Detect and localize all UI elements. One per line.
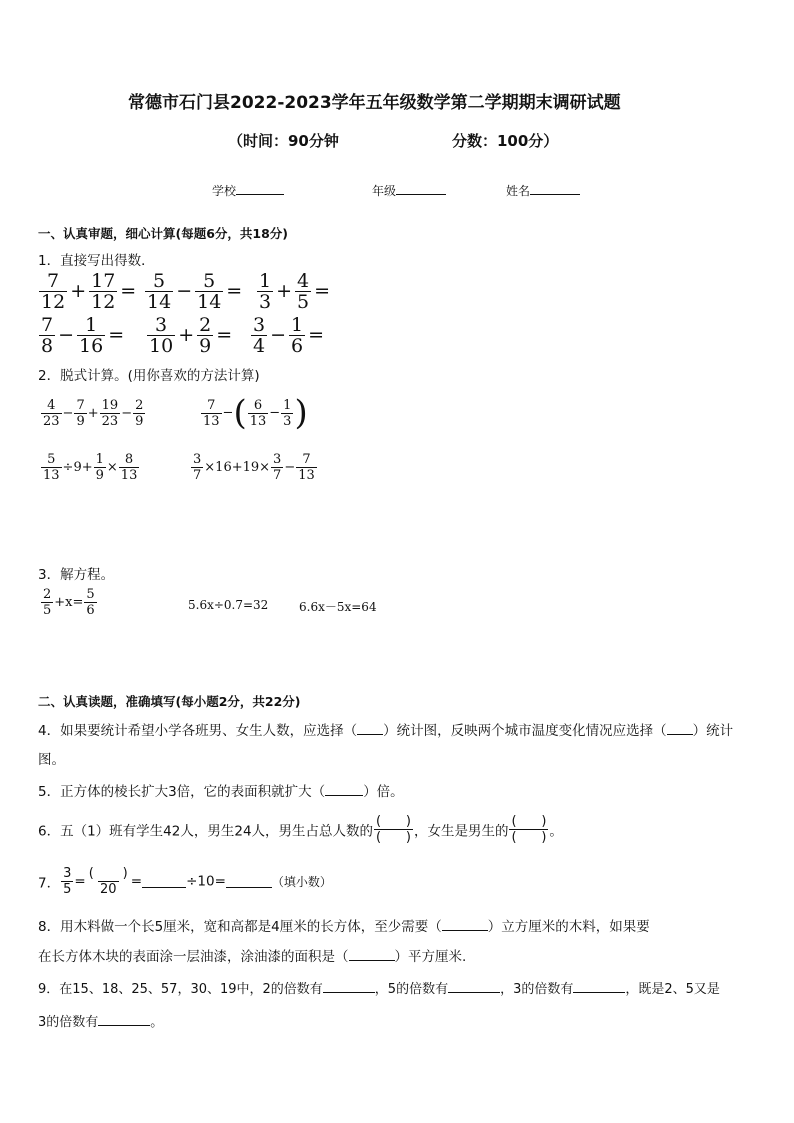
q1-item-6: $\frac{3}{4}$ − $\frac{1}{6}$ =: [253, 314, 325, 357]
q1-item-3: $\frac{1}{3}$ + $\frac{4}{5}$ =: [259, 270, 331, 313]
grade-blank[interactable]: [396, 182, 446, 195]
fraction: $\frac{1}{16}$: [79, 314, 104, 357]
q2-expr-4: $\frac{3}{7}$ ×16+19× $\frac{3}{7}$ − $\frac{7}{13}$: [193, 452, 315, 483]
q1-item-5: $\frac{3}{10}$ + $\frac{2}{9}$ =: [149, 314, 233, 357]
q8-line-1: 8．用木料做一个长5厘米，宽和高都是4厘米的长方体，至少需要（ ）立方厘米的木料，如果要: [38, 919, 650, 935]
answer-fraction-blank[interactable]: $\frac{( )}{( )}$: [376, 814, 411, 845]
q3-equation-3: 6.6x－5x=64: [299, 600, 377, 614]
fraction: $\frac{3}{10}$: [149, 314, 174, 357]
q9-line-2: 3的倍数有 。: [38, 1015, 164, 1030]
q3-label: 3．解方程。: [38, 567, 115, 583]
section2-heading: 二、认真读题，准确填写(每小题2分，共22分): [38, 694, 301, 709]
answer-blank[interactable]: [226, 875, 272, 888]
q6: 6．五（1）班有学生42人，男生24人，男生占总人数的 $\frac{( )}{( )}$ ，女生是男生的 $\frac{( )}{( )}$ 。: [38, 814, 563, 845]
answer-blank[interactable]: [442, 918, 488, 931]
grade-label: 年级: [372, 184, 397, 198]
q5: 5．正方体的棱长扩大3倍，它的表面积就扩大（ ）倍。: [38, 784, 404, 800]
q2-expr-1: $\frac{4}{23}$ − $\frac{7}{9}$ + $\frac{19}{23}$ − $\frac{2}{9}$: [43, 398, 144, 429]
fraction: $\frac{7}{8}$: [41, 314, 54, 357]
page-title: 常德市石门县2022-2023学年五年级数学第二学期期末调研试题: [128, 93, 621, 113]
q7: 7． $\frac{3}{5}$ = $\frac{( )}{20}$ = ÷10= （填小数）: [38, 866, 332, 897]
q8-line-2: 在长方体木块的表面涂一层油漆，涂油漆的面积是（ ）平方厘米.: [38, 949, 467, 965]
school-label: 学校: [212, 184, 237, 198]
answer-blank[interactable]: [448, 980, 500, 993]
exam-score: 分数：100分）: [452, 132, 559, 150]
school-field[interactable]: [212, 182, 284, 199]
section1-heading: 一、认真审题，细心计算(每题6分，共18分): [38, 226, 289, 241]
answer-blank[interactable]: [142, 875, 186, 888]
q2-expr-3: $\frac{5}{13}$ ÷9+ $\frac{1}{9}$ × $\frac{8}{13}$: [43, 452, 138, 483]
answer-fraction-blank[interactable]: $\frac{( )}{20}$: [88, 866, 128, 897]
q4-line-2: 图。: [38, 752, 65, 768]
name-blank[interactable]: [530, 182, 580, 195]
q1-item-2: $\frac{5}{14}$ − $\frac{5}{14}$ =: [147, 270, 243, 313]
answer-blank[interactable]: [323, 980, 375, 993]
fraction: $\frac{3}{4}$: [253, 314, 266, 357]
answer-blank[interactable]: [357, 722, 383, 735]
fraction: $\frac{5}{14}$: [147, 270, 172, 313]
exam-time: （时间：90分钟: [228, 132, 339, 150]
fraction: $\frac{7}{12}$: [41, 270, 66, 313]
q2-label: 2．脱式计算。(用你喜欢的方法计算): [38, 368, 260, 384]
q3-equation-2: 5.6x÷0.7=32: [188, 598, 269, 612]
answer-blank[interactable]: [325, 783, 363, 796]
q2-expr-2: $\frac{7}{13}$ −( $\frac{6}{13}$ − $\frac{1}{3}$ ): [203, 393, 308, 433]
school-blank[interactable]: [236, 182, 284, 195]
q3-equation-1: $\frac{2}{5}$ +x= $\frac{5}{6}$: [43, 587, 95, 618]
fraction: $\frac{1}{3}$: [259, 270, 272, 313]
q4-line-1: 4．如果要统计希望小学各班男、女生人数，应选择（ ）统计图，反映两个城市温度变化情况应选择（ ）统计: [38, 723, 734, 739]
answer-blank[interactable]: [573, 980, 625, 993]
answer-blank[interactable]: [98, 1013, 150, 1026]
name-label: 姓名: [506, 184, 531, 198]
q1-item-1: $\frac{7}{12}$ + $\frac{17}{12}$ =: [41, 270, 137, 313]
q9-line-1: 9．在15、18、25、57，30、19中，2的倍数有 ，5的倍数有 ，3的倍数有 ，既是2、5又是: [38, 982, 720, 997]
fraction: $\frac{4}{5}$: [297, 270, 310, 313]
grade-field[interactable]: [372, 182, 446, 199]
answer-blank[interactable]: [667, 722, 693, 735]
fraction: $\frac{1}{6}$: [291, 314, 304, 357]
fraction: $\frac{2}{9}$: [199, 314, 212, 357]
q1-label: 1．直接写出得数．: [38, 253, 155, 269]
fraction: $\frac{5}{14}$: [197, 270, 222, 313]
answer-blank[interactable]: [349, 948, 395, 961]
fraction: $\frac{17}{12}$: [91, 270, 116, 313]
answer-fraction-blank[interactable]: $\frac{( )}{( )}$: [511, 814, 547, 845]
name-field[interactable]: [506, 182, 580, 199]
q1-item-4: $\frac{7}{8}$ − $\frac{1}{16}$ =: [41, 314, 125, 357]
